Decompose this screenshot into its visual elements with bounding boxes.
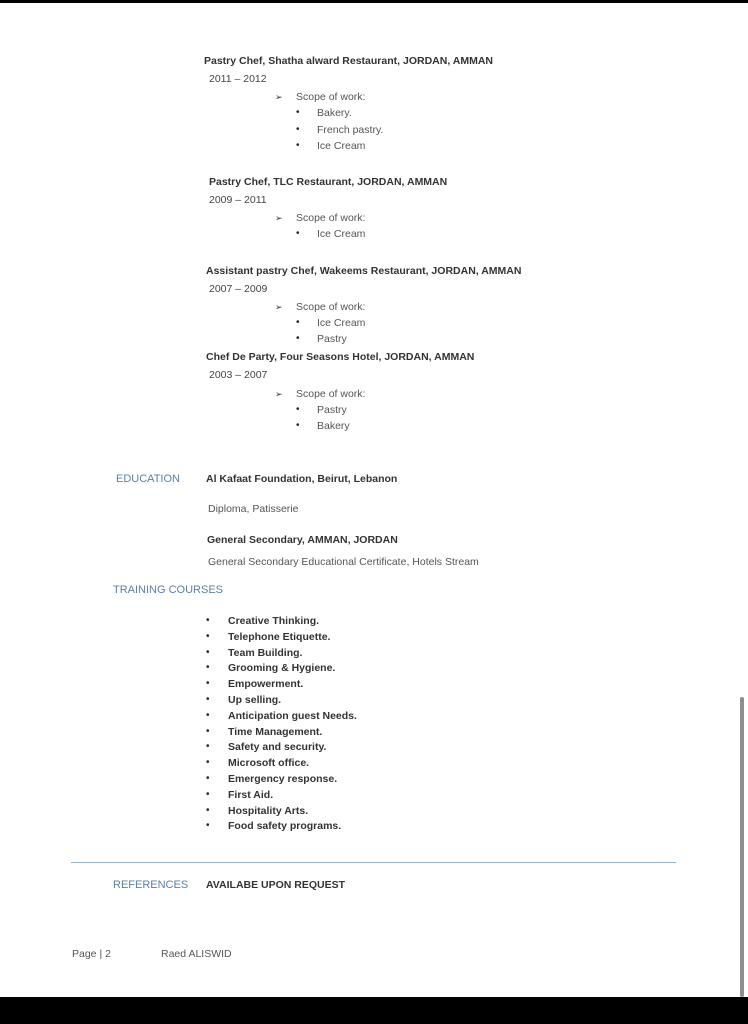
scope-item: Ice Cream <box>317 228 366 240</box>
training-course-item: Grooming & Hygiene. <box>228 662 336 675</box>
author-name: Raed ALISWID <box>161 948 232 960</box>
scope-item: Pastry <box>317 404 347 416</box>
training-course-item: Team Building. <box>228 646 303 659</box>
scope-item: Pastry <box>317 333 347 345</box>
bullet-icon: • <box>296 420 300 431</box>
bullet-icon: • <box>296 317 300 328</box>
bullet-icon: • <box>296 333 300 344</box>
training-course-item: Telephone Etiquette. <box>228 630 331 643</box>
section-label-references: REFERENCES <box>113 879 189 891</box>
education-detail: Diploma, Patisserie <box>208 503 299 515</box>
section-label-education: EDUCATION <box>116 473 180 485</box>
bullet-icon: • <box>296 107 300 118</box>
references-value: AVAILABE UPON REQUEST <box>206 879 346 891</box>
education-detail: General Secondary Educational Certificate, Hotels Stream <box>208 556 479 568</box>
bullet-icon: • <box>206 709 210 721</box>
bullet-icon: • <box>206 788 210 800</box>
bullet-icon: • <box>206 804 210 816</box>
resume-page <box>0 3 748 997</box>
bullet-icon: • <box>296 124 300 135</box>
scope-item: Bakery <box>317 420 350 432</box>
scope-item: Ice Cream <box>317 317 366 329</box>
bullet-icon: • <box>296 404 300 415</box>
job-title: Pastry Chef, Shatha alward Restaurant, JORDAN, AMMAN <box>204 55 494 67</box>
bullet-icon: • <box>206 725 210 737</box>
bullet-icon: • <box>206 694 210 705</box>
training-course-item: Anticipation guest Needs. <box>228 709 357 722</box>
bullet-icon: • <box>206 773 210 784</box>
training-course-item: Time Management. <box>228 725 323 738</box>
scope-item: Ice Cream <box>317 140 366 152</box>
training-course-item: Up selling. <box>228 694 282 706</box>
arrow-icon: ➢ <box>275 92 283 102</box>
training-course-item: Empowerment. <box>228 678 304 691</box>
bullet-icon: • <box>206 662 210 674</box>
training-course-item: Hospitality Arts. <box>228 804 309 817</box>
scope-label: Scope of work: <box>296 388 366 400</box>
scope-item: French pastry. <box>317 124 384 136</box>
scrollbar[interactable] <box>740 697 744 997</box>
bullet-icon: • <box>296 228 300 239</box>
job-dates: 2011 – 2012 <box>209 73 267 85</box>
bullet-icon: • <box>206 741 210 753</box>
job-title: Assistant pastry Chef, Wakeems Restaurant, JORDAN, AMMAN <box>206 265 522 277</box>
section-divider <box>71 862 676 863</box>
job-dates: 2003 – 2007 <box>209 369 268 381</box>
arrow-icon: ➢ <box>275 389 283 399</box>
training-course-item: Creative Thinking. <box>228 615 320 627</box>
arrow-icon: ➢ <box>275 302 283 312</box>
bullet-icon: • <box>206 757 210 769</box>
job-title: Pastry Chef, TLC Restaurant, JORDAN, AMMAN <box>209 176 448 188</box>
scope-label: Scope of work: <box>296 301 366 313</box>
bullet-icon: • <box>296 140 300 151</box>
training-course-item: Microsoft office. <box>228 757 310 770</box>
training-course-item: Emergency response. <box>228 773 338 785</box>
bullet-icon: • <box>206 646 210 658</box>
bullet-icon: • <box>206 820 210 832</box>
scope-label: Scope of work: <box>296 212 366 224</box>
training-course-item: Safety and security. <box>228 741 327 754</box>
bullet-icon: • <box>206 678 210 690</box>
bullet-icon: • <box>206 630 210 642</box>
education-title: General Secondary, AMMAN, JORDAN <box>207 534 398 546</box>
job-dates: 2009 – 2011 <box>209 194 267 206</box>
job-dates: 2007 – 2009 <box>209 283 268 295</box>
scope-label: Scope of work: <box>296 91 366 103</box>
training-course-item: First Aid. <box>228 788 274 801</box>
arrow-icon: ➢ <box>275 213 283 223</box>
page-number: Page | 2 <box>72 948 111 960</box>
bullet-icon: • <box>206 615 210 626</box>
training-course-item: Food safety programs. <box>228 820 342 833</box>
education-title: Al Kafaat Foundation, Beirut, Lebanon <box>206 473 398 485</box>
section-label-training: TRAINING COURSES <box>113 584 224 596</box>
job-title: Chef De Party, Four Seasons Hotel, JORDAN, AMMAN <box>206 351 475 363</box>
scope-item: Bakery. <box>317 107 352 119</box>
